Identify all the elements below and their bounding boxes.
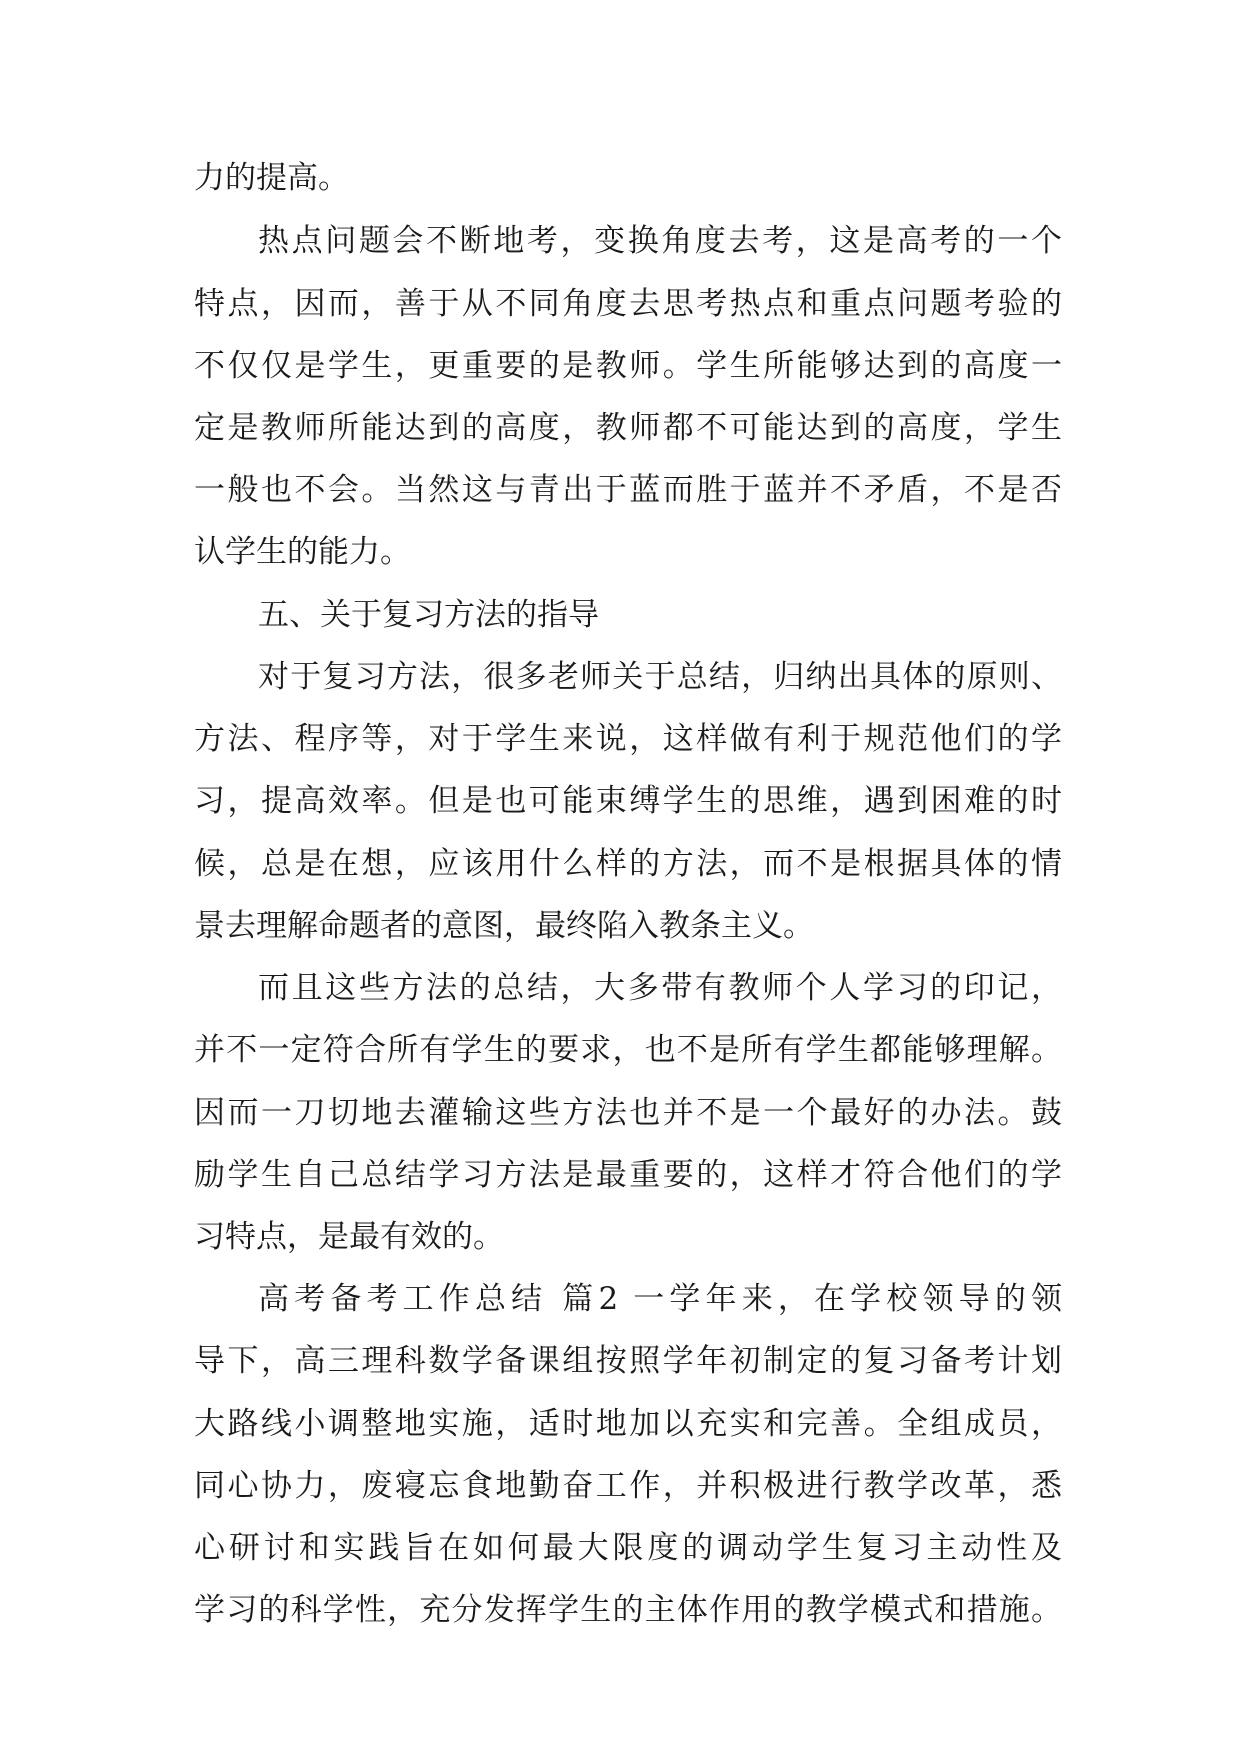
text-line: 导下，高三理科数学备课组按照学年初制定的复习备考计划	[194, 1343, 1062, 1379]
text-line: 习特点，是最有效的。	[194, 1219, 504, 1255]
text-line: 方法、程序等，对于学生来说，这样做有利于规范他们的学	[194, 721, 1062, 757]
text-line: 而且这些方法的总结，大多带有教师个人学习的印记，	[258, 970, 1062, 1006]
text-line: 定是教师所能达到的高度，教师都不可能达到的高度，学生	[194, 410, 1062, 446]
text-line: 一般也不会。当然这与青出于蓝而胜于蓝并不矛盾，不是否	[194, 472, 1062, 508]
text-line: 候，总是在想，应该用什么样的方法，而不是根据具体的情	[194, 846, 1062, 882]
text-line: 因而一刀切地去灌输这些方法也并不是一个最好的办法。鼓	[194, 1095, 1062, 1131]
text-line: 高考备考工作总结 篇2 一学年来，在学校领导的领	[258, 1281, 1062, 1317]
text-line: 心研讨和实践旨在如何最大限度的调动学生复习主动性及	[194, 1530, 1062, 1566]
text-line: 不仅仅是学生，更重要的是教师。学生所能够达到的高度一	[194, 348, 1062, 384]
text-line: 热点问题会不断地考，变换角度去考，这是高考的一个	[258, 223, 1062, 259]
text-line: 同心协力，废寝忘食地勤奋工作，并积极进行教学改革，悉	[194, 1468, 1062, 1504]
text-line: 励学生自己总结学习方法是最重要的，这样才符合他们的学	[194, 1157, 1062, 1193]
text-line: 力的提高。	[194, 160, 349, 196]
text-line: 并不一定符合所有学生的要求，也不是所有学生都能够理解。	[194, 1032, 1062, 1068]
text-line: 大路线小调整地实施，适时地加以充实和完善。全组成员，	[194, 1406, 1062, 1442]
text-line: 学习的科学性，充分发挥学生的主体作用的教学模式和措施。	[194, 1592, 1062, 1628]
text-line: 认学生的能力。	[194, 534, 411, 570]
text-line: 习，提高效率。但是也可能束缚学生的思维，遇到困难的时	[194, 783, 1062, 819]
text-line: 特点，因而，善于从不同角度去思考热点和重点问题考验的	[194, 286, 1062, 322]
text-line: 景去理解命题者的意图，最终陷入教条主义。	[194, 908, 814, 944]
section-heading: 五、关于复习方法的指导	[258, 597, 599, 633]
text-line: 对于复习方法，很多老师关于总结，归纳出具体的原则、	[258, 659, 1062, 695]
